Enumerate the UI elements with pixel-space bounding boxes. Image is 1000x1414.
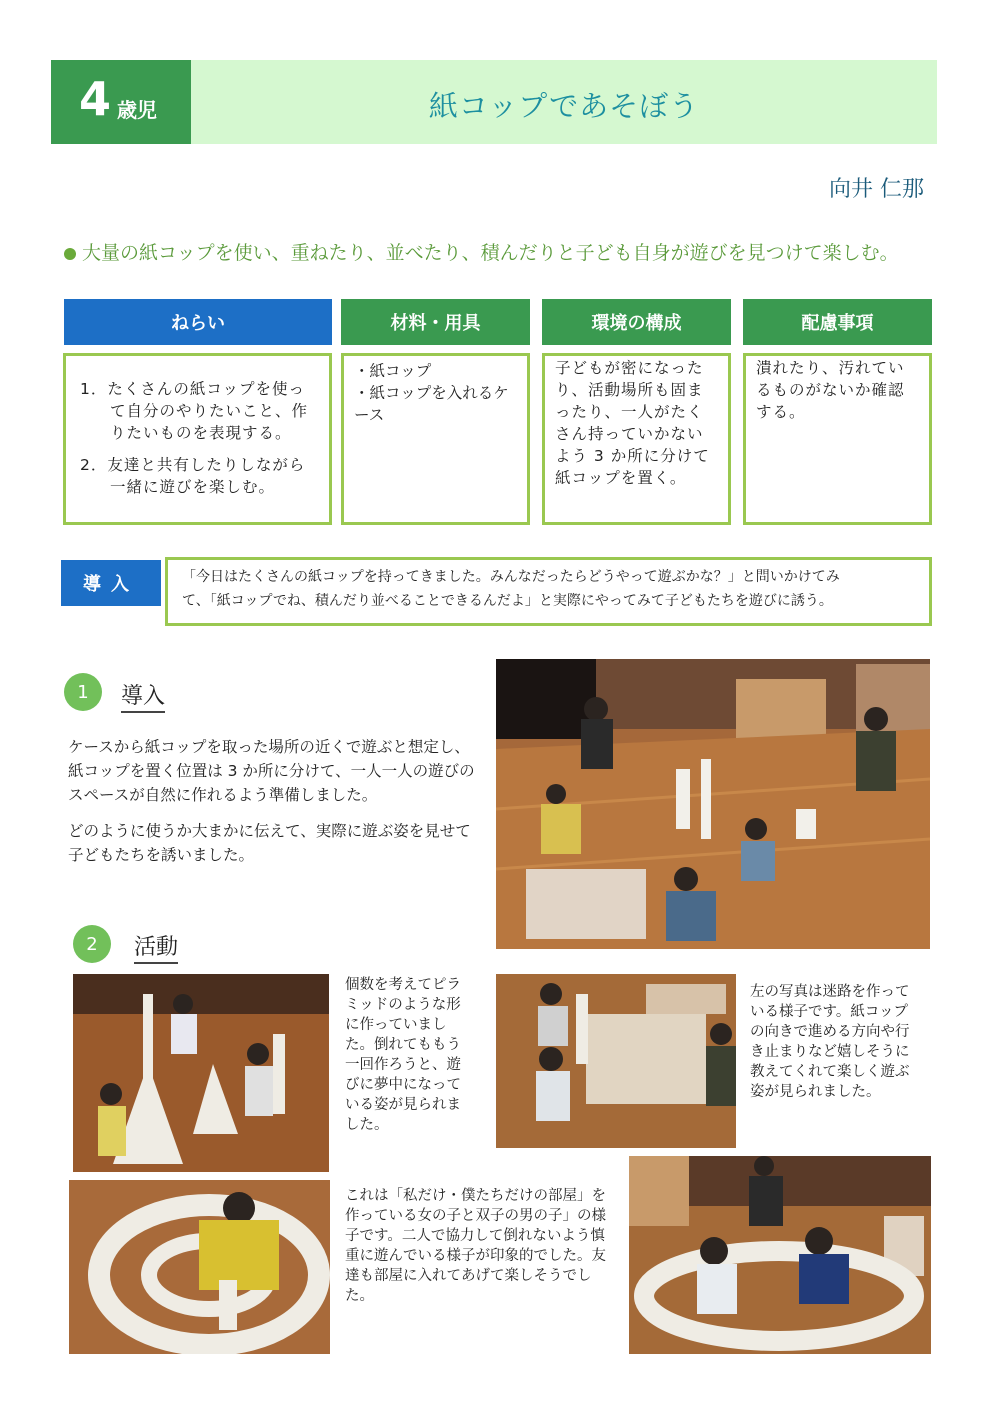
- caption-maze: 左の写真は迷路を作っている様子です。紙コップの向きで進める方向や行き止まりなど嬉しそうに教えてくれて楽しく遊ぶ姿が見られました。: [750, 984, 910, 1100]
- intro-line-2: て、「紙コップでね、積んだり並べることできるんだよ」と実際にやってみて子どもたちを遊びに誘う。: [182, 593, 833, 609]
- aim-item-2: 2．友達と共有したりしながら一緒に遊びを楽しむ。: [80, 456, 306, 496]
- column-box-materials: [341, 353, 530, 525]
- materials-item-2: ・紙コップを入れるケース: [354, 384, 509, 424]
- goal-text: 大量の紙コップを使い、重ねたり、並べたり、積んだりと子ども自身が遊びを見つけて楽しむ。: [82, 242, 899, 264]
- intro-box: [165, 557, 932, 626]
- section-1-paragraph-2: どのように使うか大まかに伝えて、実際に遊ぶ姿を見せて子どもたちを誘いました。: [68, 822, 471, 864]
- column-header-materials: 材料・用具: [341, 299, 530, 345]
- column-box-environment: [542, 353, 731, 525]
- section-1-paragraph-1: ケースから紙コップを取った場所の近くで遊ぶと想定し、紙コップを置く位置は 3 か所に分けて、一人一人の遊びのスペースが自然に作れるよう準備しました。: [68, 738, 475, 804]
- column-header-considerations: 配慮事項: [743, 299, 932, 345]
- intro-label: 導入: [61, 560, 161, 606]
- photo-intro-classroom: [496, 659, 930, 949]
- column-box-aim: [63, 353, 332, 525]
- page-title: 紙コップであそぼう: [428, 89, 700, 123]
- caption-pyramid: 個数を考えてピラミッドのような形に作っていました。倒れてももう一回作ろうと、遊びに夢中になっている姿が見られました。: [345, 977, 461, 1133]
- age-unit: 歳児: [117, 98, 157, 122]
- column-header-aim: ねらい: [64, 299, 332, 345]
- bullet-icon: [64, 248, 76, 260]
- title-banner: [191, 60, 937, 144]
- section-2-number: 2: [73, 925, 111, 963]
- age-badge: [51, 60, 191, 144]
- section-1-number: 1: [64, 673, 102, 711]
- caption-room: これは「私だけ・僕たちだけの部屋」を作っている女の子と双子の男の子」の様子です。二人で協力して倒れないよう慎重に遊んでいる様子が印象的でした。友達も部屋に入れてあげて楽しそうでした。: [345, 1188, 606, 1304]
- section-2-title: 活動: [134, 930, 178, 964]
- column-header-environment: 環境の構成: [542, 299, 731, 345]
- age-number: 4: [79, 72, 112, 126]
- author-name: 向井 仁那: [829, 177, 924, 202]
- environment-text: 子どもが密になったり、活動場所も固まったり、一人がたくさん持っていかないよう 3 か所に分けて紙コップを置く。: [555, 359, 710, 487]
- photo-girl-room: [69, 1180, 330, 1354]
- column-box-considerations: [743, 353, 932, 525]
- photo-twins-room: [629, 1156, 931, 1354]
- goal-statement: [64, 238, 899, 265]
- section-1-body: [68, 735, 476, 879]
- intro-line-1: 「今日はたくさんの紙コップを持ってきました。みんなだったらどうやって遊ぶかな？」と問いかけてみ: [182, 569, 840, 585]
- section-1-title: 導入: [121, 679, 165, 713]
- materials-item-1: ・紙コップ: [354, 362, 432, 380]
- aim-item-1: 1．たくさんの紙コップを使って自分のやりたいこと、作りたいものを表現する。: [80, 380, 309, 442]
- considerations-text: 潰れたり、汚れているものがないか確認する。: [756, 359, 905, 421]
- photo-maze: [496, 974, 736, 1148]
- photo-pyramid: [73, 974, 329, 1172]
